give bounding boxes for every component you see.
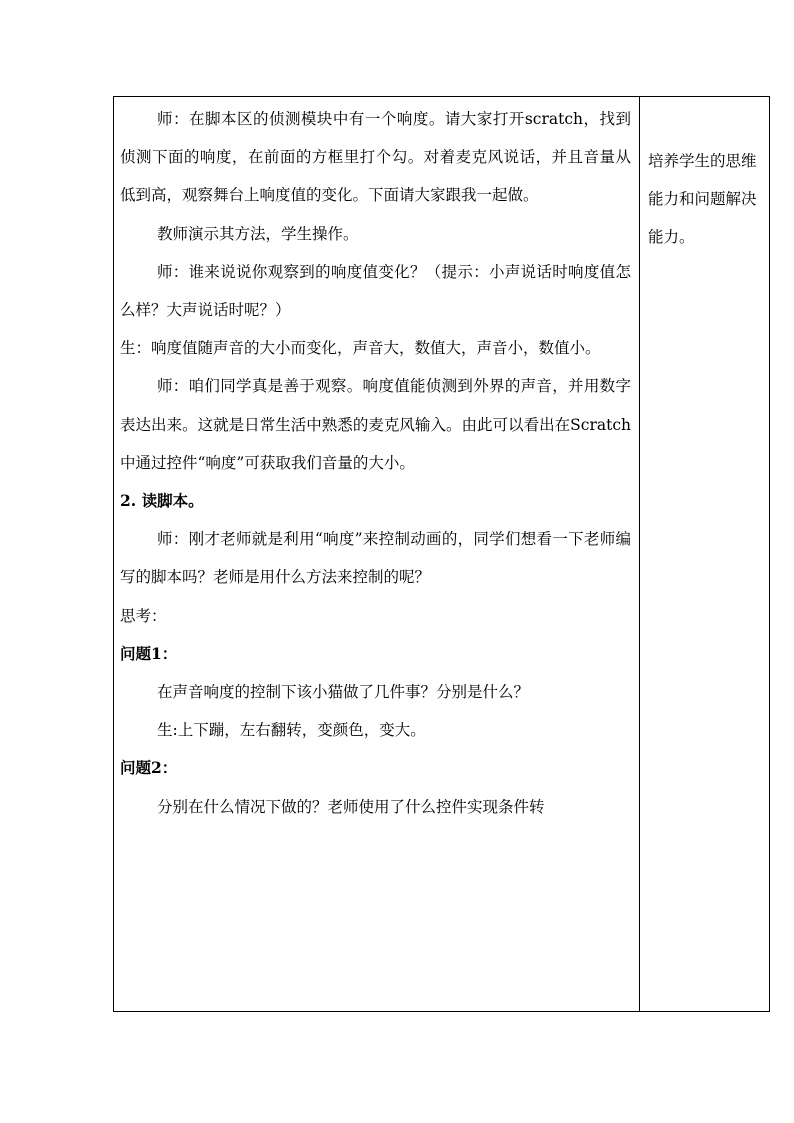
paragraph: 思考： (120, 606, 167, 625)
section-heading: 2. 读脚本。 (120, 491, 204, 511)
design-intent-cell (640, 97, 770, 1012)
teaching-process-content (114, 97, 639, 826)
paragraph: 分别在什么情况下做的？老师使用了什么控件实现条件转 (157, 797, 545, 816)
question-heading: 问题2： (120, 758, 178, 778)
paragraph: 师：咱们同学真是善于观察。响度值能侦测到外界的声音，并用数字表达出来。这就是日常生活中熟悉的麦克风输入。由此可以看出在Scratch中通过控件“响度”可获取我们音量的大小。 (120, 377, 631, 472)
paragraph: 师：谁来说说你观察到的响度值变化？（提示：小声说话时响度值怎么样？大声说话时呢？） (120, 262, 631, 320)
paragraph: 教师演示其方法，学生操作。 (157, 224, 359, 243)
design-intent-text: 培养学生的思维能力和问题解决能力。 (648, 152, 757, 246)
question-heading: 问题1： (120, 643, 178, 663)
paragraph: 在声音响度的控制下该小猫做了几件事？分别是什么？ (157, 683, 530, 702)
paragraph: 师：在脚本区的侦测模块中有一个响度。请大家打开scratch，找到侦测下面的响度，在前面的方框里打个勾。对着麦克风说话，并且音量从低到高，观察舞台上响度值的变化。下面请大家跟我一起做。 (120, 110, 631, 205)
paragraph: 师：刚才老师就是利用“响度”来控制动画的，同学们想看一下老师编写的脚本吗？老师是用什么方法来控制的呢？ (120, 530, 631, 587)
paragraph: 生：响度值随声音的大小而变化，声音大，数值大，声音小，数值小。 (120, 339, 601, 358)
lesson-plan-table (113, 96, 770, 1012)
paragraph: 生:上下蹦，左右翻转，变颜色，变大。 (157, 721, 426, 740)
lesson-table-row (114, 97, 770, 1012)
teaching-process-cell (114, 97, 640, 1012)
design-intent-content (640, 97, 769, 256)
